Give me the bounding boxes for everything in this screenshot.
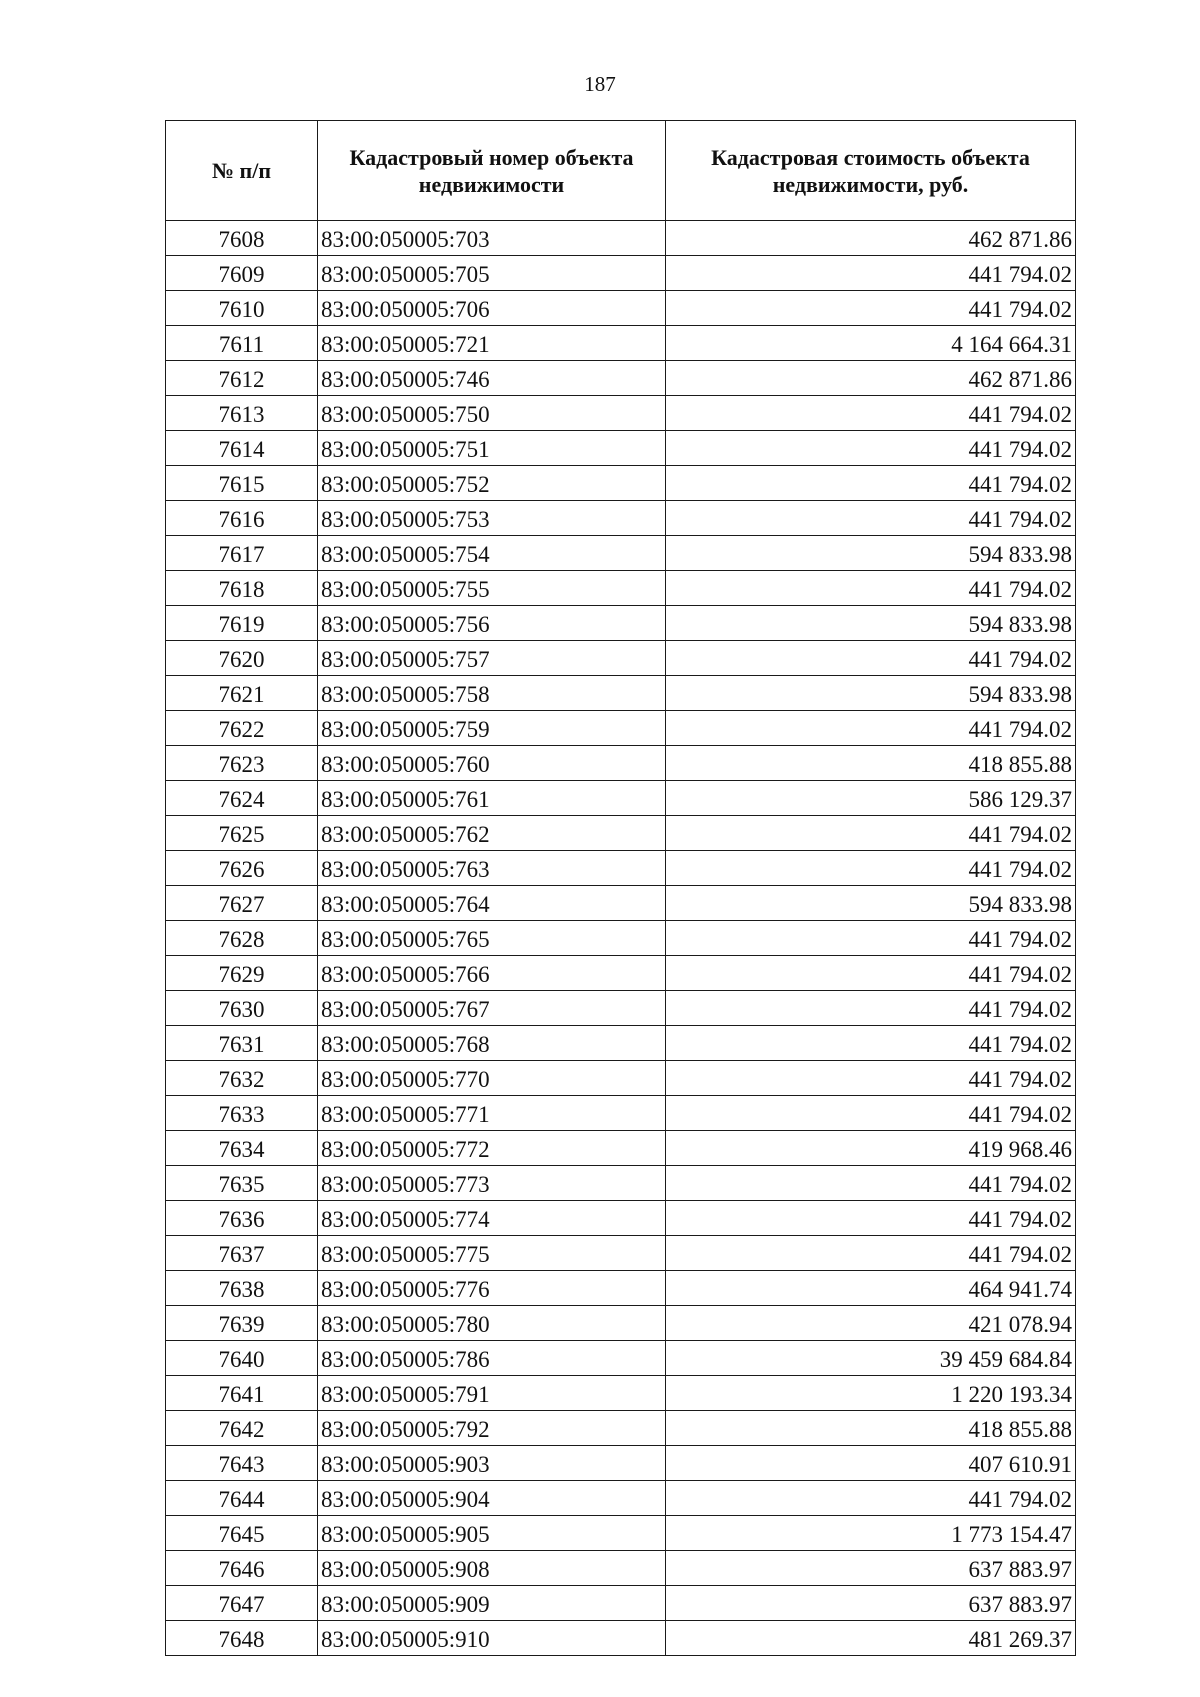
cadastral-value: 39 459 684.84 [666,1341,1076,1376]
cadastral-number: 83:00:050005:904 [318,1481,666,1516]
row-number: 7626 [166,851,318,886]
table-row [166,291,1076,326]
cadastral-value: 441 794.02 [666,1166,1076,1201]
cadastral-number: 83:00:050005:751 [318,431,666,466]
row-number: 7642 [166,1411,318,1446]
cadastral-number: 83:00:050005:753 [318,501,666,536]
table-row [166,1306,1076,1341]
cadastral-number: 83:00:050005:761 [318,781,666,816]
row-number: 7632 [166,1061,318,1096]
cadastral-number: 83:00:050005:910 [318,1621,666,1656]
cadastral-value: 441 794.02 [666,1061,1076,1096]
table-row [166,606,1076,641]
cadastral-value: 594 833.98 [666,676,1076,711]
table-row [166,1026,1076,1061]
cadastral-value: 594 833.98 [666,886,1076,921]
row-number: 7625 [166,816,318,851]
cadastral-number: 83:00:050005:758 [318,676,666,711]
cadastral-value: 441 794.02 [666,571,1076,606]
row-number: 7644 [166,1481,318,1516]
table-row [166,536,1076,571]
cadastral-value: 418 855.88 [666,1411,1076,1446]
cadastral-value: 637 883.97 [666,1551,1076,1586]
cadastral-value: 407 610.91 [666,1446,1076,1481]
cadastral-value: 441 794.02 [666,466,1076,501]
row-number: 7608 [166,221,318,256]
row-number: 7611 [166,326,318,361]
cadastral-value: 464 941.74 [666,1271,1076,1306]
table-row [166,1236,1076,1271]
header-cadastral-value: Кадастровая стоимость объекта недвижимости, руб. [666,121,1076,221]
table-row [166,746,1076,781]
table-row [166,781,1076,816]
header-cadastral-number: Кадастровый номер объекта недвижимости [318,121,666,221]
table-row [166,851,1076,886]
row-number: 7646 [166,1551,318,1586]
cadastral-value: 594 833.98 [666,606,1076,641]
row-number: 7613 [166,396,318,431]
row-number: 7638 [166,1271,318,1306]
table-row [166,1201,1076,1236]
row-number: 7630 [166,991,318,1026]
row-number: 7643 [166,1446,318,1481]
cadastral-value: 441 794.02 [666,291,1076,326]
cadastral-number: 83:00:050005:792 [318,1411,666,1446]
cadastral-number: 83:00:050005:757 [318,641,666,676]
cadastral-number: 83:00:050005:909 [318,1586,666,1621]
row-number: 7627 [166,886,318,921]
row-number: 7620 [166,641,318,676]
row-number: 7616 [166,501,318,536]
cadastral-table [165,120,1076,1656]
row-number: 7635 [166,1166,318,1201]
row-number: 7645 [166,1516,318,1551]
cadastral-value: 441 794.02 [666,1096,1076,1131]
cadastral-value: 441 794.02 [666,816,1076,851]
row-number: 7639 [166,1306,318,1341]
cadastral-number: 83:00:050005:780 [318,1306,666,1341]
cadastral-number: 83:00:050005:771 [318,1096,666,1131]
cadastral-value: 441 794.02 [666,501,1076,536]
table-row [166,1481,1076,1516]
table-row [166,501,1076,536]
row-number: 7648 [166,1621,318,1656]
cadastral-value: 586 129.37 [666,781,1076,816]
table-row [166,1586,1076,1621]
table-row [166,921,1076,956]
cadastral-value: 441 794.02 [666,921,1076,956]
cadastral-value: 441 794.02 [666,711,1076,746]
table-row [166,1096,1076,1131]
cadastral-number: 83:00:050005:759 [318,711,666,746]
cadastral-number: 83:00:050005:763 [318,851,666,886]
row-number: 7612 [166,361,318,396]
table-row [166,816,1076,851]
cadastral-number: 83:00:050005:767 [318,991,666,1026]
row-number: 7614 [166,431,318,466]
cadastral-number: 83:00:050005:705 [318,256,666,291]
cadastral-number: 83:00:050005:775 [318,1236,666,1271]
table-header [166,121,1076,221]
table-row [166,1621,1076,1656]
cadastral-number: 83:00:050005:754 [318,536,666,571]
cadastral-value: 418 855.88 [666,746,1076,781]
cadastral-number: 83:00:050005:746 [318,361,666,396]
cadastral-number: 83:00:050005:764 [318,886,666,921]
cadastral-value: 441 794.02 [666,1481,1076,1516]
row-number: 7617 [166,536,318,571]
row-number: 7618 [166,571,318,606]
cadastral-value: 462 871.86 [666,361,1076,396]
row-number: 7629 [166,956,318,991]
cadastral-number: 83:00:050005:791 [318,1376,666,1411]
table-row [166,1061,1076,1096]
cadastral-value: 441 794.02 [666,431,1076,466]
cadastral-value: 1 220 193.34 [666,1376,1076,1411]
cadastral-value: 462 871.86 [666,221,1076,256]
cadastral-number: 83:00:050005:786 [318,1341,666,1376]
table-row [166,1131,1076,1166]
row-number: 7628 [166,921,318,956]
table-row [166,431,1076,466]
table-row [166,676,1076,711]
cadastral-value: 481 269.37 [666,1621,1076,1656]
row-number: 7623 [166,746,318,781]
table-row [166,711,1076,746]
header-number: № п/п [166,121,318,221]
table-row [166,571,1076,606]
row-number: 7609 [166,256,318,291]
row-number: 7641 [166,1376,318,1411]
cadastral-number: 83:00:050005:905 [318,1516,666,1551]
table-row [166,1341,1076,1376]
cadastral-number: 83:00:050005:706 [318,291,666,326]
row-number: 7631 [166,1026,318,1061]
cadastral-number: 83:00:050005:752 [318,466,666,501]
row-number: 7647 [166,1586,318,1621]
cadastral-number: 83:00:050005:908 [318,1551,666,1586]
cadastral-value: 419 968.46 [666,1131,1076,1166]
table-row [166,1551,1076,1586]
table-row [166,1271,1076,1306]
cadastral-number: 83:00:050005:903 [318,1446,666,1481]
row-number: 7634 [166,1131,318,1166]
cadastral-value: 594 833.98 [666,536,1076,571]
cadastral-number: 83:00:050005:755 [318,571,666,606]
cadastral-value: 441 794.02 [666,641,1076,676]
row-number: 7633 [166,1096,318,1131]
row-number: 7622 [166,711,318,746]
header-row [166,121,1076,221]
row-number: 7615 [166,466,318,501]
cadastral-value: 441 794.02 [666,1236,1076,1271]
page-number: 187 [584,72,616,96]
table-row [166,991,1076,1026]
cadastral-number: 83:00:050005:766 [318,956,666,991]
table-row [166,326,1076,361]
row-number: 7621 [166,676,318,711]
cadastral-number: 83:00:050005:721 [318,326,666,361]
cadastral-value: 637 883.97 [666,1586,1076,1621]
cadastral-value: 441 794.02 [666,396,1076,431]
table-row [166,1516,1076,1551]
cadastral-value: 441 794.02 [666,991,1076,1026]
row-number: 7637 [166,1236,318,1271]
table-row [166,1411,1076,1446]
table-row [166,396,1076,431]
table-row [166,1446,1076,1481]
cadastral-number: 83:00:050005:768 [318,1026,666,1061]
table-body [166,221,1076,1656]
row-number: 7636 [166,1201,318,1236]
cadastral-value: 441 794.02 [666,956,1076,991]
cadastral-number: 83:00:050005:703 [318,221,666,256]
cadastral-number: 83:00:050005:762 [318,816,666,851]
cadastral-value: 441 794.02 [666,1201,1076,1236]
cadastral-number: 83:00:050005:772 [318,1131,666,1166]
table-row [166,956,1076,991]
cadastral-number: 83:00:050005:770 [318,1061,666,1096]
table-row [166,466,1076,501]
table-row [166,361,1076,396]
cadastral-number: 83:00:050005:765 [318,921,666,956]
cadastral-number: 83:00:050005:760 [318,746,666,781]
table-row [166,641,1076,676]
row-number: 7610 [166,291,318,326]
table-row [166,1166,1076,1201]
cadastral-number: 83:00:050005:776 [318,1271,666,1306]
row-number: 7619 [166,606,318,641]
cadastral-number: 83:00:050005:750 [318,396,666,431]
table-row [166,886,1076,921]
cadastral-number: 83:00:050005:756 [318,606,666,641]
row-number: 7624 [166,781,318,816]
cadastral-value: 421 078.94 [666,1306,1076,1341]
table-row [166,256,1076,291]
cadastral-value: 441 794.02 [666,256,1076,291]
table-row [166,221,1076,256]
row-number: 7640 [166,1341,318,1376]
cadastral-value: 1 773 154.47 [666,1516,1076,1551]
cadastral-value: 441 794.02 [666,851,1076,886]
cadastral-number: 83:00:050005:773 [318,1166,666,1201]
cadastral-value: 4 164 664.31 [666,326,1076,361]
table-row [166,1376,1076,1411]
cadastral-value: 441 794.02 [666,1026,1076,1061]
cadastral-number: 83:00:050005:774 [318,1201,666,1236]
